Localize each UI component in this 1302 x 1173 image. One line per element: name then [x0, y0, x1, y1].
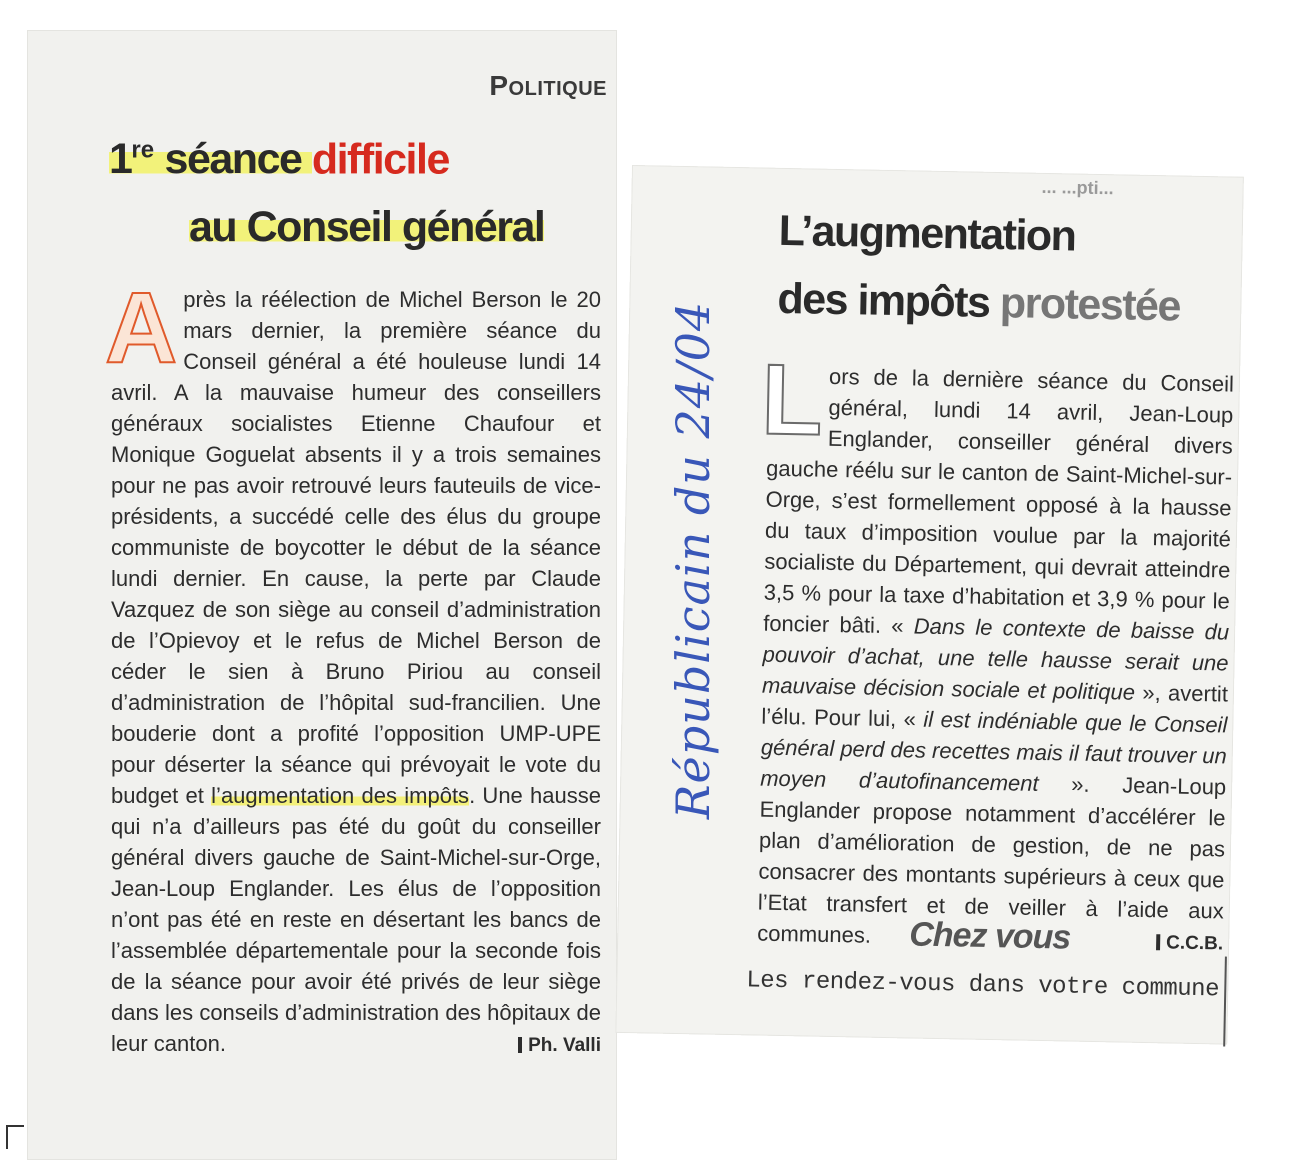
headline-highlight [109, 135, 312, 183]
byline-text: C.C.B. [1165, 932, 1224, 955]
section-label: Politique [489, 70, 607, 101]
right-headline-line1: L’augmentation [778, 206, 1076, 261]
dropcap-letter-l: L [760, 343, 824, 457]
headline-main-words: des impôts [776, 274, 1001, 328]
quote-2: il est indéniable que le Conseil général perd des recettes mais il faut trouver un moyen d’autofinancement [760, 706, 1228, 796]
left-headline-line1 [109, 118, 449, 192]
left-article-body [105, 272, 601, 1061]
body-paragraph-start: près la réélection de Michel Berson le 20 mars dernier, la première séance du Conseil général a été houleuse lundi 14 avril. A la mauvaise humeur des conseillers généraux socialistes Etienne Chaufour et Monique Goguelat absents il y a trois semaines pour ne pas avoir retrouvé leurs fauteuils de vice-présidents, a succédé celle des élus du groupe communiste de boycotter le début de la séance lundi dernier. En cause, la perte par Claude Vazquez de son siège au conseil d’administration de l’Opievoy et le refus de Michel Berson de céder le sien à Bruno Piriou au conseil d’administration de l’hôpital sud-francilien. Une bouderie dont a profité l’opposition UMP-UPE pour déserter la séance qui prévoyait le vote du budget et [111, 287, 601, 808]
handwritten-source-note: Républicain du 24/04 [666, 300, 720, 820]
headline-word: séance [154, 135, 312, 184]
headline-red-word: difficile [311, 135, 449, 184]
right-article-body [757, 343, 1235, 960]
headline-gray-word: protestée [999, 279, 1181, 331]
rendez-vous-subheading: Les rendez-vous dans votre commune [746, 967, 1220, 1004]
chez-vous-heading: Chez vous [908, 915, 1071, 957]
quote-1: Dans le contexte de baisse du pouvoir d’achat, une telle hausse serait une mauvaise décision sociale et politique [761, 613, 1230, 705]
body-paragraph-1: ors de la dernière séance du Conseil général, lundi 14 avril, Jean-Loup Englander, conseiller général divers gauche réélu sur le canton de Saint-Michel-sur-Orge, s’est formellement opposé à la hausse du taux d’imposition voulue par la majorité socialiste du Département, qui devrait atteindre 3,5 % pour la taxe d’habitation et 3,9 % pour le foncier bâti. « [762, 363, 1235, 639]
dropcap-letter: A [105, 272, 178, 384]
partial-cut-text: ... ...pti... [1041, 176, 1114, 199]
right-byline [1156, 927, 1224, 959]
body-paragraph-3: ». Jean-Loup Englander propose notamment d’accélérer le plan d’amélioration de gestion, de ne pas consacrer des montants supérieurs à ceux que l’Etat transfert et de veiller à l’aide aux communes. [757, 770, 1227, 948]
scan-corner-mark [6, 1125, 24, 1149]
byline-text: Ph. Valli [528, 1035, 601, 1056]
headline-line2-text: au Conseil général [189, 203, 545, 251]
highlighted-phrase: l’augmentation des impôts [211, 783, 470, 808]
left-newspaper-clipping [27, 30, 617, 1160]
body-paragraph-end: . Une hausse qui n’a d’ailleurs pas été du goût du conseiller général divers gauche de Saint-Michel-sur-Orge, Jean-Loup Englander. Les élus de l’opposition n’ont pas été en reste en désertant les bancs de l’assemblée départementale pour la seconde fois de la séance pour avoir été privés de leur siège dans les conseils d’administration des hôpitaux de leur canton. [111, 783, 601, 1056]
left-headline-line2 [189, 194, 544, 260]
headline-superscript: re [131, 137, 155, 164]
vertical-rule [1223, 957, 1227, 1047]
byline-bar [1156, 934, 1160, 950]
right-headline-line2 [777, 266, 1181, 340]
byline-bar [518, 1037, 522, 1053]
left-byline [518, 1030, 601, 1061]
body-paragraph-2: », avertit l’élu. Pour lui, « [761, 679, 1229, 732]
headline-number: 1 [109, 135, 132, 184]
